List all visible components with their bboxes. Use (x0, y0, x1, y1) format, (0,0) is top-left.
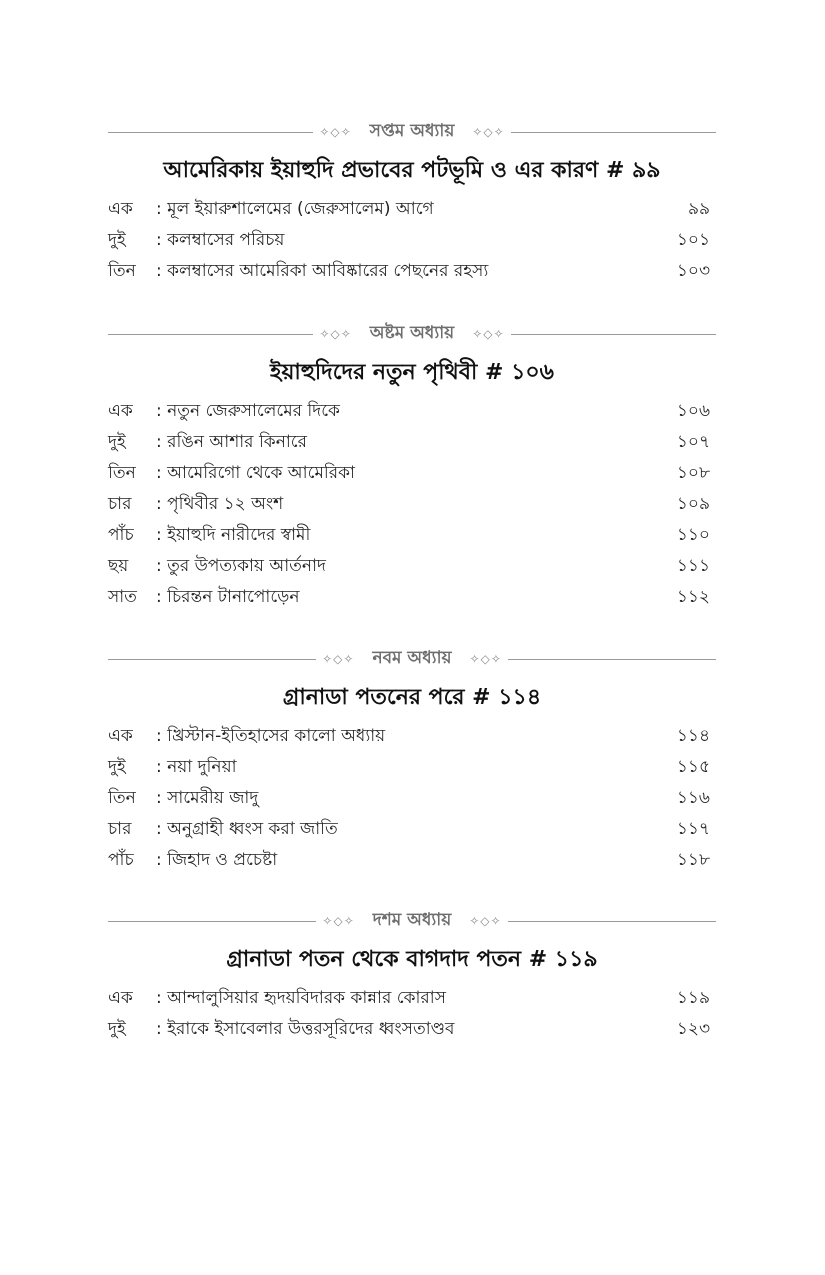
toc-entry[interactable] (108, 582, 716, 613)
toc-entry[interactable] (108, 783, 716, 814)
entry-page: ১১৪ (676, 726, 710, 746)
entry-number: দুই (108, 230, 126, 250)
divider-line (508, 659, 716, 660)
divider-line (511, 132, 716, 133)
entry-page: ৯৯ (687, 199, 710, 219)
toc-entry[interactable] (108, 489, 716, 520)
entry-number: এক (108, 401, 133, 421)
entry-number: এক (108, 726, 133, 746)
entry-number: দুই (108, 757, 126, 777)
ornament-icon: ✧◇✧ (319, 327, 352, 341)
toc-entry[interactable] (108, 194, 716, 225)
ornament-icon: ✧◇✧ (319, 125, 352, 139)
entry-text: : রঙিন আশার কিনারে (156, 432, 307, 452)
chapter-heading: অষ্টম অধ্যায় (369, 323, 455, 343)
entry-page: ১১২ (676, 587, 710, 607)
entry-number: তিন (108, 261, 136, 281)
divider-line (108, 659, 316, 660)
chapter-heading: সপ্তম অধ্যায় (369, 121, 455, 141)
entry-page: ১২৩ (676, 1019, 710, 1039)
entry-text: : পৃথিবীর ১২ অংশ (156, 494, 284, 514)
entry-number: ছয় (108, 556, 129, 576)
entry-page: ১০১ (676, 230, 710, 250)
entry-number: দুই (108, 1019, 126, 1039)
toc-entry[interactable] (108, 458, 716, 489)
entry-page: ১১৬ (676, 788, 710, 808)
ornament-icon: ✧◇✧ (322, 914, 355, 928)
entry-text: : কলম্বাসের আমেরিকা আবিষ্কারের পেছনের রহস্য (156, 261, 489, 281)
toc-entry[interactable] (108, 983, 716, 1014)
toc-entry[interactable] (108, 396, 716, 427)
chapter-section (108, 907, 716, 1045)
entry-number: দুই (108, 432, 126, 452)
divider-line (108, 921, 316, 922)
entry-text: : কলম্বাসের পরিচয় (156, 230, 285, 250)
chapter-heading: নবম অধ্যায় (372, 648, 452, 668)
entry-page: ১১৫ (676, 757, 710, 777)
chapter-divider (108, 645, 716, 673)
entry-text: : ইয়াহুদি নারীদের স্বামী (156, 525, 311, 545)
entry-number: চার (108, 494, 132, 514)
divider-line (508, 921, 716, 922)
entry-number: এক (108, 199, 133, 219)
toc-entry[interactable] (108, 256, 716, 287)
ornament-icon: ✧◇✧ (469, 652, 502, 666)
entry-number: পাঁচ (108, 525, 134, 545)
toc-entry[interactable] (108, 752, 716, 783)
entry-text: : নতুন জেরুসালেমের দিকে (156, 401, 340, 421)
entry-page: ১১১ (676, 556, 710, 576)
chapter-section (108, 645, 716, 876)
entry-number: তিন (108, 788, 136, 808)
toc-entry[interactable] (108, 551, 716, 582)
divider-line (511, 334, 716, 335)
chapter-section (108, 320, 716, 613)
entry-text: : সামেরীয় জাদু (156, 788, 259, 808)
entry-text: : তুর উপত্যকায় আর্তনাদ (156, 556, 326, 576)
entry-text: : আন্দালুসিয়ার হৃদয়বিদারক কান্নার কোরাস (156, 988, 446, 1008)
entry-page: ১০৬ (676, 401, 710, 421)
entry-text: : মূল ইয়ারুশালেমের (জেরুসালেম) আগে (156, 199, 434, 219)
chapter-title: গ্রানাডা পতনের পরে # ১১৪ (282, 685, 542, 710)
chapter-title: আমেরিকায় ইয়াহুদি প্রভাবের পটভূমি ও এর কারণ # ৯৯ (163, 158, 661, 183)
divider-line (108, 132, 313, 133)
entry-page: ১১৮ (676, 850, 710, 870)
entry-page: ১১৭ (676, 819, 710, 839)
toc-entry[interactable] (108, 845, 716, 876)
entry-page: ১০৭ (676, 432, 710, 452)
ornament-icon: ✧◇✧ (322, 652, 355, 666)
ornament-icon: ✧◇✧ (472, 125, 505, 139)
entry-text: : আমেরিগো থেকে আমেরিকা (156, 463, 355, 483)
chapter-section (108, 118, 716, 287)
entry-page: ১০৯ (676, 494, 710, 514)
entry-number: পাঁচ (108, 850, 134, 870)
chapter-divider (108, 320, 716, 348)
chapter-divider (108, 907, 716, 935)
entry-number: তিন (108, 463, 136, 483)
entry-text: : খ্রিস্টান-ইতিহাসের কালো অধ্যায় (156, 726, 386, 746)
entry-page: ১০৮ (676, 463, 710, 483)
ornament-icon: ✧◇✧ (472, 327, 505, 341)
entry-text: : ইরাকে ইসাবেলার উত্তরসূরিদের ধ্বংসতাণ্ডব (156, 1019, 455, 1039)
chapter-divider (108, 118, 716, 146)
toc-entry[interactable] (108, 1014, 716, 1045)
toc-entry[interactable] (108, 225, 716, 256)
chapter-title: ইয়াহুদিদের নতুন পৃথিবী # ১০৬ (270, 360, 554, 385)
entry-number: চার (108, 819, 132, 839)
entry-text: : জিহাদ ও প্রচেষ্টা (156, 850, 278, 870)
divider-line (108, 334, 313, 335)
entry-number: সাত (108, 587, 137, 607)
toc-entry[interactable] (108, 520, 716, 551)
toc-entry[interactable] (108, 721, 716, 752)
entry-text: : নয়া দুনিয়া (156, 757, 237, 777)
entry-text: : চিরন্তন টানাপোড়েন (156, 587, 300, 607)
toc-entry[interactable] (108, 814, 716, 845)
ornament-icon: ✧◇✧ (469, 914, 502, 928)
entry-text: : অনুগ্রাহী ধ্বংস করা জাতি (156, 819, 338, 839)
entry-number: এক (108, 988, 133, 1008)
entry-page: ১১৯ (676, 988, 710, 1008)
entry-page: ১০৩ (676, 261, 710, 281)
chapter-title: গ্রানাডা পতন থেকে বাগদাদ পতন # ১১৯ (226, 947, 598, 972)
chapter-heading: দশম অধ্যায় (372, 910, 452, 930)
entry-page: ১১০ (676, 525, 710, 545)
toc-entry[interactable] (108, 427, 716, 458)
